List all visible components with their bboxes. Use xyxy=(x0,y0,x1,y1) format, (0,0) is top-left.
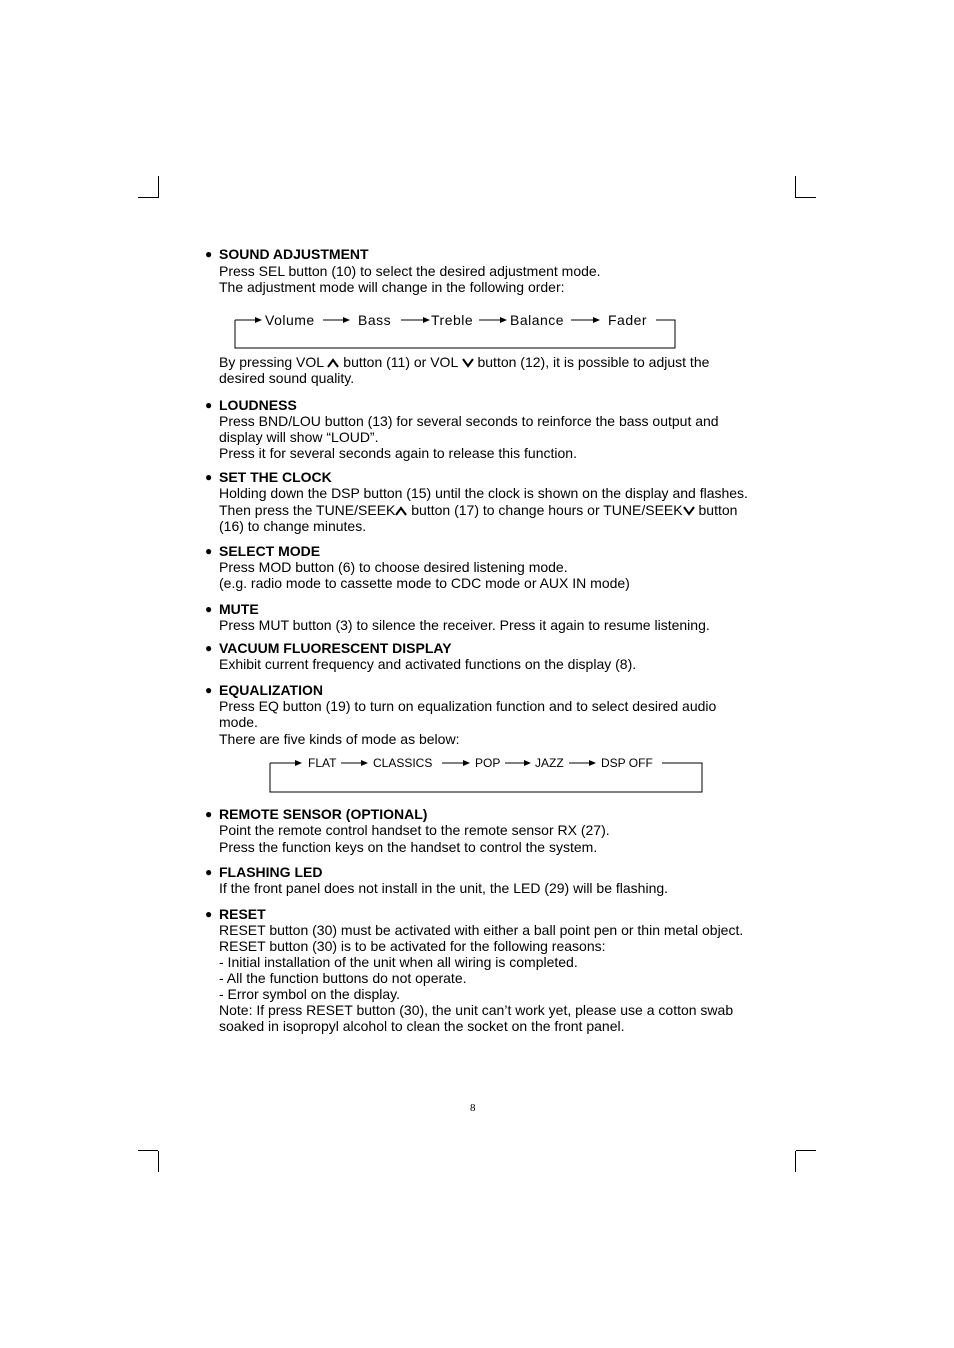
page-number: 8 xyxy=(470,1102,476,1114)
flow-item-classics: CLASSICS xyxy=(373,756,433,770)
bullet: ● xyxy=(205,398,213,412)
text-fragment: button xyxy=(694,502,738,518)
bullet: ● xyxy=(205,470,213,484)
flow-item-treble: Treble xyxy=(431,312,474,328)
bullet: ● xyxy=(205,907,213,921)
section-title: SOUND ADJUSTMENT xyxy=(219,246,369,262)
body-line: display will show “LOUD”. xyxy=(219,429,379,445)
body-line: Press it for several seconds again to release this function. xyxy=(219,445,577,461)
body-line: (16) to change minutes. xyxy=(219,518,367,534)
body-line: - All the function buttons do not operate. xyxy=(219,970,467,986)
body-line: RESET button (30) is to be activated for the following reasons: xyxy=(219,938,606,954)
body-line: Press EQ button (19) to turn on equalization function and to select desired audio xyxy=(219,698,717,714)
bullet: ● xyxy=(205,544,213,558)
text-fragment: button (11) or VOL xyxy=(339,354,462,370)
crop-mark-bottom-left-h xyxy=(138,1150,158,1151)
body-line: Press SEL button (10) to select the desired adjustment mode. xyxy=(219,263,601,279)
section-title: MUTE xyxy=(219,601,259,617)
body-line: mode. xyxy=(219,714,258,730)
body-line: (e.g. radio mode to cassette mode to CDC mode or AUX IN mode) xyxy=(219,575,630,591)
text-fragment: button (12), it is possible to adjust the xyxy=(473,354,710,370)
bullet: ● xyxy=(205,602,213,616)
text-fragment: By pressing VOL xyxy=(219,354,328,370)
text-fragment: Then press the TUNE/SEEK xyxy=(219,502,396,518)
body-line: desired sound quality. xyxy=(219,370,355,386)
body-line: Press MOD button (6) to choose desired listening mode. xyxy=(219,559,568,575)
section-title: VACUUM FLUORESCENT DISPLAY xyxy=(219,640,452,656)
crop-mark-bottom-right-v xyxy=(795,1151,796,1172)
flow-item-bass: Bass xyxy=(358,312,392,328)
bullet: ● xyxy=(205,807,213,821)
flow-item-volume: Volume xyxy=(265,312,315,328)
body-line: There are five kinds of mode as below: xyxy=(219,731,460,747)
flow-item-fader: Fader xyxy=(608,312,648,328)
body-line: soaked in isopropyl alcohol to clean the socket on the front panel. xyxy=(219,1018,625,1034)
bullet: ● xyxy=(205,247,213,261)
body-line: Holding down the DSP button (15) until the clock is shown on the display and flashes. xyxy=(219,485,748,501)
section-title: SELECT MODE xyxy=(219,543,321,559)
flow-item-jazz: JAZZ xyxy=(535,756,564,770)
text-fragment: button (17) to change hours or TUNE/SEEK xyxy=(407,502,683,518)
flow-item-dsp-off: DSP OFF xyxy=(601,756,653,770)
flow-item-balance: Balance xyxy=(510,312,565,328)
body-line: Press BND/LOU button (13) for several seconds to reinforce the bass output and xyxy=(219,413,719,429)
bullet: ● xyxy=(205,641,213,655)
section-title: EQUALIZATION xyxy=(219,682,323,698)
body-line: The adjustment mode will change in the following order: xyxy=(219,279,565,295)
body-line: Press the function keys on the handset to control the system. xyxy=(219,839,598,855)
section-title: REMOTE SENSOR (OPTIONAL) xyxy=(219,806,428,822)
body-line: If the front panel does not install in the unit, the LED (29) will be flashing. xyxy=(219,880,669,896)
section-title: FLASHING LED xyxy=(219,864,323,880)
body-line: Exhibit current frequency and activated functions on the display (8). xyxy=(219,656,637,672)
flow-item-flat: FLAT xyxy=(308,756,337,770)
body-line: - Error symbol on the display. xyxy=(219,986,401,1002)
flow-item-pop: POP xyxy=(475,756,501,770)
crop-mark-bottom-left-v xyxy=(158,1151,159,1172)
body-line: - Initial installation of the unit when all wiring is completed. xyxy=(219,954,578,970)
section-title: SET THE CLOCK xyxy=(219,469,332,485)
section-title: LOUDNESS xyxy=(219,397,297,413)
body-line: RESET button (30) must be activated with either a ball point pen or thin metal object. xyxy=(219,922,744,938)
body-line: Point the remote control handset to the remote sensor RX (27). xyxy=(219,822,610,838)
crop-mark-bottom-right-h xyxy=(796,1150,816,1151)
bullet: ● xyxy=(205,865,213,879)
body-line: Note: If press RESET button (30), the unit can’t work yet, please use a cotton swab xyxy=(219,1002,734,1018)
bullet: ● xyxy=(205,683,213,697)
body-line: Press MUT button (3) to silence the receiver. Press it again to resume listening. xyxy=(219,617,710,633)
section-title: RESET xyxy=(219,906,266,922)
